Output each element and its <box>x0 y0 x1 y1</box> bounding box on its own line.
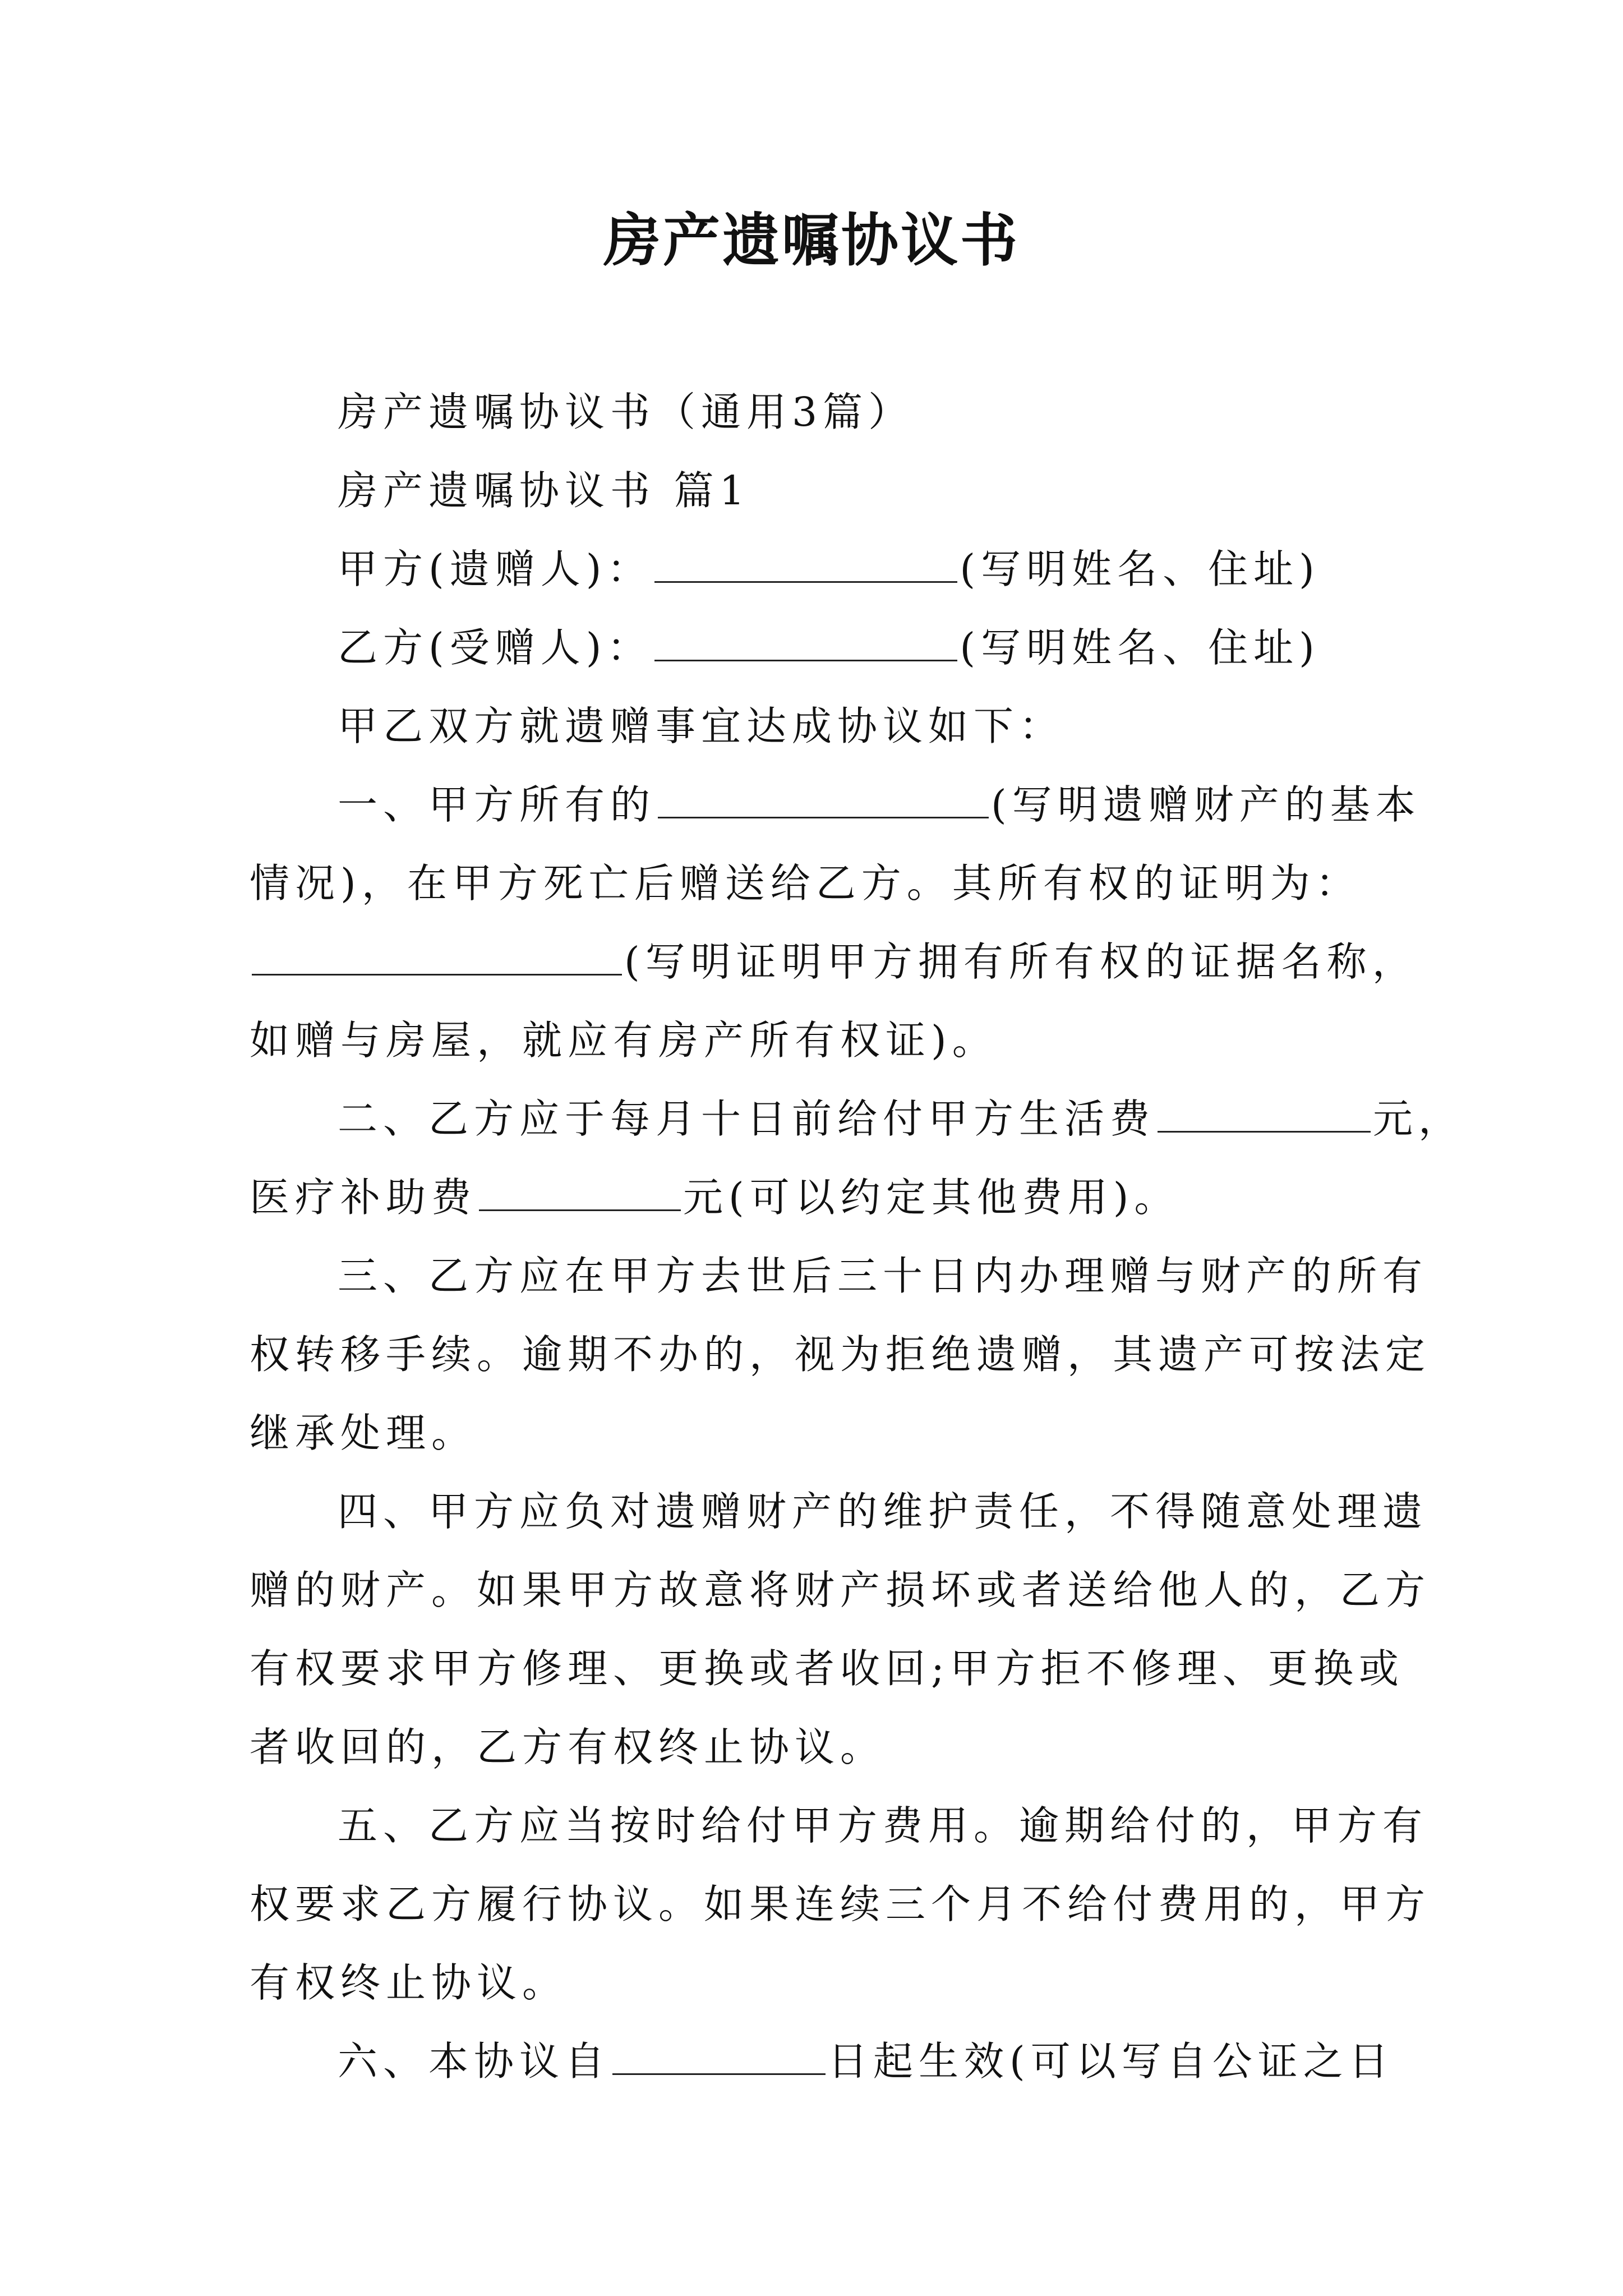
party-a-line: 甲方(遗赠人)： (写明姓名、住址) <box>338 546 1320 592</box>
text-line: 有权终止协议。 <box>250 1959 568 2006</box>
fill-in-blank <box>479 1177 681 1211</box>
text-line <box>250 373 1394 452</box>
clause-5-line: 五、乙方应当按时给付甲方费用。逾期给付的，甲方有 <box>338 1802 1428 1849</box>
fill-in-blank <box>654 627 957 661</box>
clause-1-line: 一、甲方所有的 (写明遗赠财产的基本 <box>338 781 1421 828</box>
section-heading: 房产遗嘱协议书 篇1 <box>338 467 750 514</box>
text-line: 权转移手续。逾期不办的，视为拒绝遗赠，其遗产可按法定 <box>250 1331 1431 1378</box>
text-line: 如赠与房屋，就应有房产所有权证)。 <box>250 1017 998 1064</box>
text-line: 者收回的，乙方有权终止协议。 <box>250 1724 886 1770</box>
text-line: 有权要求甲方修理、更换或者收回;甲方拒不修理、更换或 <box>250 1645 1404 1692</box>
subtitle: 房产遗嘱协议书（通用3篇） <box>338 389 914 435</box>
clause-3-line: 三、乙方应在甲方去世后三十日内办理赠与财产的所有 <box>338 1253 1428 1299</box>
text-line: 甲乙双方就遗赠事宜达成协议如下： <box>338 703 1065 749</box>
party-b-line: 乙方(受赠人)： (写明姓名、住址) <box>338 624 1320 671</box>
text-line: (写明证明甲方拥有所有权的证据名称， <box>250 923 1394 1001</box>
fill-in-blank <box>252 941 622 976</box>
text-line: 权要求乙方履行协议。如果连续三个月不给付费用的，甲方 <box>250 1881 1431 1927</box>
fill-in-blank <box>612 2041 826 2075</box>
text-line: 医疗补助费 元(可以约定其他费用)。 <box>250 1174 1180 1221</box>
document-body <box>250 373 1464 2101</box>
document-title: 房产遗嘱协议书 <box>603 208 1020 274</box>
fill-in-blank <box>1158 1098 1371 1133</box>
text-line: 赠的财产。如果甲方故意将财产损坏或者送给他人的，乙方 <box>250 1567 1431 1613</box>
text-line: 情况)，在甲方死亡后赠送给乙方。其所有权的证明为： <box>250 860 1361 907</box>
clause-4-line: 四、甲方应负对遗赠财产的维护责任，不得随意处理遗 <box>338 1488 1428 1535</box>
text-line <box>250 452 1394 530</box>
text-line: 继承处理。 <box>250 1410 477 1456</box>
clause-6-line: 六、本协议自 日起生效(可以写自公证之日 <box>338 2038 1394 2085</box>
clause-2-line: 二、乙方应于每月十日前给付甲方生活费 元， <box>338 1096 1464 1142</box>
fill-in-blank <box>654 549 957 583</box>
fill-in-blank <box>658 784 989 818</box>
